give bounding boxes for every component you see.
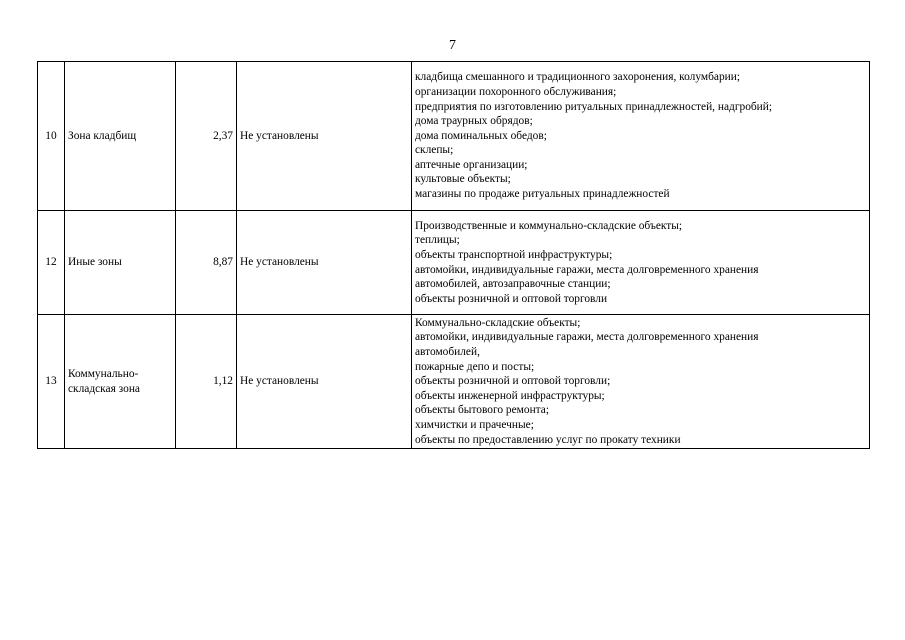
permitted-use-item: объекты по предоставлению услуг по прокату техники xyxy=(415,433,681,446)
zone-permitted-uses xyxy=(412,315,870,449)
zone-number: 12 xyxy=(38,211,65,315)
zone-area: 8,87 xyxy=(176,211,237,315)
permitted-use-item: аптечные организации; xyxy=(415,158,528,171)
zone-number: 13 xyxy=(38,315,65,449)
permitted-use-item: объекты розничной и оптовой торговли; xyxy=(415,375,611,388)
page-number: 7 xyxy=(449,38,456,53)
permitted-use-item: автомойки, индивидуальные гаражи, места долговременного хранения xyxy=(415,331,759,344)
permitted-use-item: Коммунально-складские объекты; xyxy=(415,316,581,329)
zones-table xyxy=(37,61,870,449)
zone-permitted-uses xyxy=(412,62,870,211)
permitted-use-item: объекты транспортной инфраструктуры; xyxy=(415,248,613,261)
zone-name-line: Коммунально- xyxy=(68,367,139,380)
zone-name-line: складская зона xyxy=(68,382,140,395)
permitted-use-item: теплицы; xyxy=(415,234,460,247)
permitted-use-item: магазины по продаже ритуальных принадлежностей xyxy=(415,188,670,201)
permitted-use-item: автомойки, индивидуальные гаражи, места долговременного хранения xyxy=(415,263,759,276)
zone-area: 1,12 xyxy=(176,315,237,449)
permitted-use-item: дома поминальных обедов; xyxy=(415,129,547,142)
permitted-use-item: объекты розничной и оптовой торговли xyxy=(415,292,608,305)
permitted-use-item: объекты инженерной инфраструктуры; xyxy=(415,389,605,402)
zone-name: Зона кладбищ xyxy=(65,62,176,211)
zone-name: Иные зоны xyxy=(65,211,176,315)
permitted-use-item: химчистки и прачечные; xyxy=(415,418,534,431)
permitted-use-item: автомобилей, автозаправочные станции; xyxy=(415,278,611,291)
permitted-use-item: кладбища смешанного и традиционного захоронения, колумбарии; xyxy=(415,71,741,84)
zone-number: 10 xyxy=(38,62,65,211)
table-row xyxy=(38,62,870,211)
permitted-use-item: автомобилей, xyxy=(415,346,480,359)
zone-permitted-uses xyxy=(412,211,870,315)
permitted-use-item: организации похоронного обслуживания; xyxy=(415,85,617,98)
table-row xyxy=(38,211,870,315)
zone-area: 2,37 xyxy=(176,62,237,211)
permitted-use-item: Производственные и коммунально-складские объекты; xyxy=(415,219,683,232)
zone-parameters: Не установлены xyxy=(237,62,412,211)
permitted-use-item: пожарные депо и посты; xyxy=(415,360,535,373)
permitted-use-item: культовые объекты; xyxy=(415,173,511,186)
permitted-use-item: объекты бытового ремонта; xyxy=(415,404,550,417)
permitted-use-item: дома траурных обрядов; xyxy=(415,115,533,128)
permitted-use-item: склепы; xyxy=(415,144,454,157)
zone-parameters: Не установлены xyxy=(237,211,412,315)
zone-parameters: Не установлены xyxy=(237,315,412,449)
zone-name xyxy=(65,315,176,449)
permitted-use-item: предприятия по изготовлению ритуальных принадлежностей, надгробий; xyxy=(415,100,773,113)
table-row xyxy=(38,315,870,449)
